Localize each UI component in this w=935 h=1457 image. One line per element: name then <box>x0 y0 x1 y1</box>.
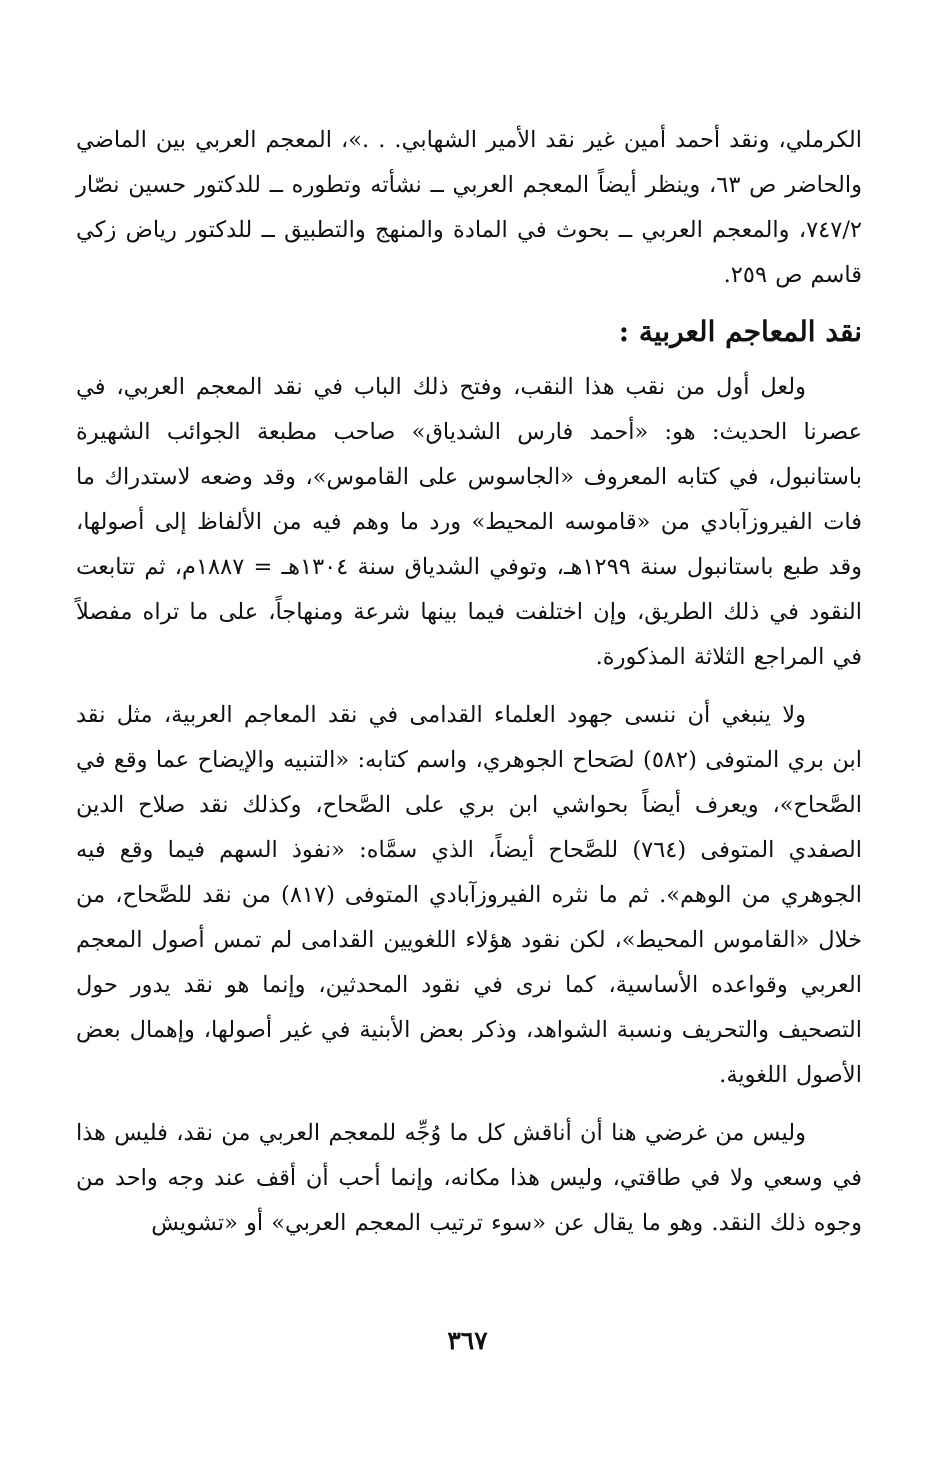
paragraph-2: ولا ينبغي أن ننسى جهود العلماء القدامى في نقد المعاجم العربية، مثل نقد ابن بري المتوفى (٥٨٢) لصَحاح الجوهري، واسم كتابه: «التنبيه والإيضاح عما وقع في الصَّحاح»، ويعرف أيضاً بحواشي ابن بري على الصَّحاح، وكذلك نقد صلاح الدين الصفدي المتوفى (٧٦٤) للصَّحاح أيضاً، الذي سمَّاه: «نفوذ السهم فيما وقع فيه الجوهري من الوهم». ثم ما نثره الفيروزآبادي المتوفى (٨١٧) من نقد للصَّحاح، من خلال «القاموس المحيط»، لكن نقود هؤلاء اللغويين القدامى لم تمس أصول المعجم العربي وقواعده الأساسية، كما نرى في نقود المحدثين، وإنما هو نقد يدور حول التصحيف والتحريف ونسبة الشواهد، وذكر بعض الأبنية في غير أصولها، وإهمال بعض الأصول اللغوية. <box>76 702 863 1088</box>
paragraph-1: ولعل أول من نقب هذا النقب، وفتح ذلك الباب في نقد المعجم العربي، في عصرنا الحديث: هو: «أحمد فارس الشدياق» صاحب مطبعة الجوائب الشهيرة باستانبول، في كتابه المعروف «الجاسوس على القاموس»، وقد وضعه لاستدراك ما فات الفيروزآبادي من «قاموسه المحيط» ورد ما وهم فيه من الألفاظ إلى أصولها، وقد طبع باستانبول سنة ١٢٩٩هـ، وتوفي الشدياق سنة ١٣٠٤هـ = ١٨٨٧م، ثم تتابعت النقود في ذلك الطريق، وإن اختلفت فيما بينها شرعة ومنهاجاً، على ما تراه مفصلاً في المراجع الثلاثة المذكورة. <box>76 374 862 670</box>
paragraph-3: وليس من غرضي هنا أن أناقش كل ما وُجِّه للمعجم العربي من نقد، فليس هذا في وسعي ولا في طاقتي، وليس هذا مكانه، وإنما أحب أن أقف عند وجه واحد من وجوه ذلك النقد. وهو ما يقال عن «سوء ترتيب المعجم العربي» أو «تشويش <box>76 1120 862 1236</box>
continuation-paragraph: الكرملي، ونقد أحمد أمين غير نقد الأمير الشهابي. . .»، المعجم العربي بين الماضي والحاضر ص ٦٣، وينظر أيضاً المعجم العربي ــ نشأته وتطوره ــ للدكتور حسين نصّار ٧٤٧/٢، والمعجم العربي ــ بحوث في المادة والمنهج والتطبيق ــ للدكتور رياض زكي قاسم ص ٢٥٩. <box>76 127 862 288</box>
page-number: ٣٦٧ <box>447 1326 488 1355</box>
section-heading: نقد المعاجم العربية : <box>618 315 862 348</box>
page-body <box>76 118 862 1246</box>
